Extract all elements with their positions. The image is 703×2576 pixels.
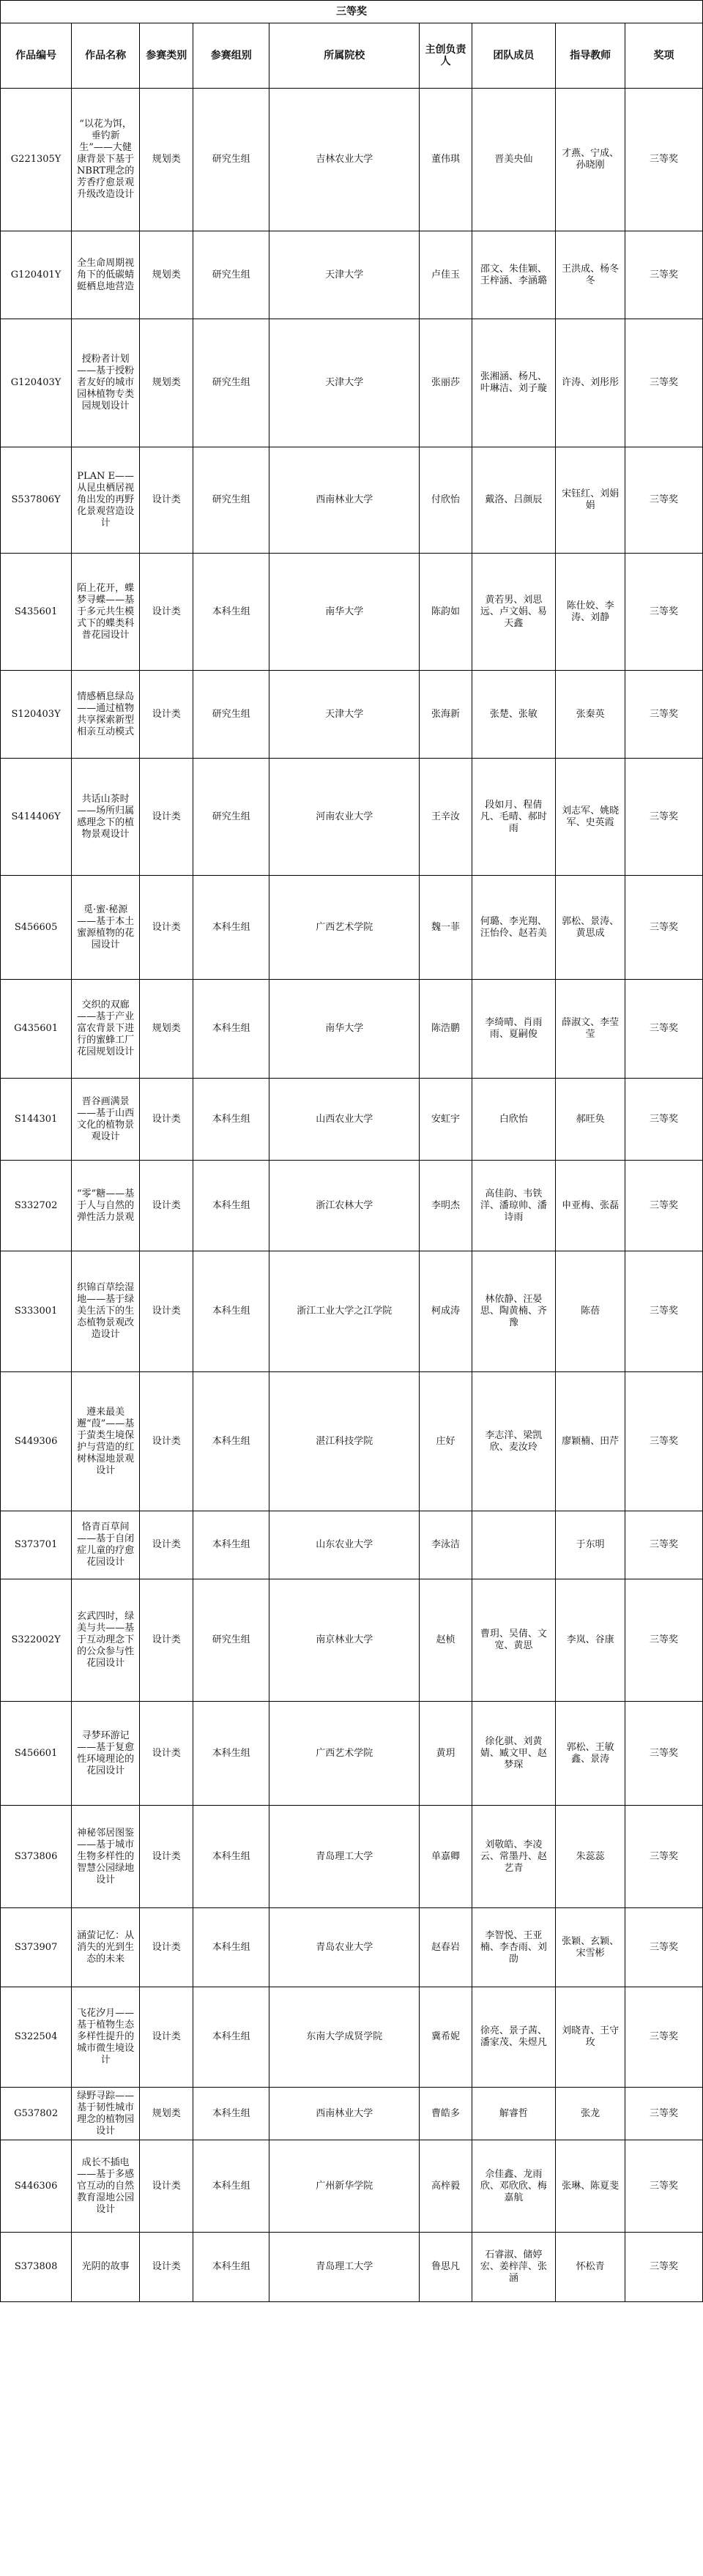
cell-teacher: 廖颖楠、田芹 — [556, 1372, 625, 1511]
cell-group: 本科生组 — [193, 2088, 269, 2140]
cell-work-name: 绿野寻踪——基于韧性城市理念的植物园设计 — [72, 2088, 140, 2140]
cell-teacher: 王洪成、杨冬冬 — [556, 231, 625, 319]
cell-teacher: 张龙 — [556, 2088, 625, 2140]
table-row — [1, 1579, 703, 1702]
cell-work-name: 飞花汐月——基于植物生态多样性提升的城市微生境设计 — [72, 1987, 140, 2088]
cell-award: 三等奖 — [625, 1079, 703, 1161]
cell-team: 张湘涵、杨凡、叶琳洁、刘子璇 — [472, 319, 555, 447]
cell-award: 三等奖 — [625, 759, 703, 876]
cell-group: 本科生组 — [193, 980, 269, 1079]
cell-work-name: PLAN E——从昆虫栖居视角出发的再野化景观营造设计 — [72, 447, 140, 554]
cell-group: 本科生组 — [193, 1372, 269, 1511]
cell-school: 广州新华学院 — [269, 2140, 420, 2233]
cell-school: 广西艺术学院 — [269, 1702, 420, 1806]
cell-teacher: 怀松青 — [556, 2233, 625, 2302]
cell-lead: 付欣怡 — [420, 447, 472, 554]
cell-lead: 冀希妮 — [420, 1987, 472, 2088]
cell-category: 设计类 — [140, 1511, 193, 1579]
cell-lead: 安虹宇 — [420, 1079, 472, 1161]
cell-teacher: 许涛、刘彤彤 — [556, 319, 625, 447]
cell-school: 天津大学 — [269, 671, 420, 759]
award-level-banner-row — [1, 1, 703, 23]
cell-work-name: 神秘邻居图鉴——基于城市生物多样性的智慧公园绿地设计 — [72, 1806, 140, 1908]
cell-group: 本科生组 — [193, 1806, 269, 1908]
cell-work-name: 全生命周期视角下的低碳蜻蜓栖息地营造 — [72, 231, 140, 319]
cell-lead: 陈浩鹏 — [420, 980, 472, 1079]
table-row — [1, 2088, 703, 2140]
cell-team: 邵文、朱佳颖、王梓涵、李涵璐 — [472, 231, 555, 319]
cell-school: 南华大学 — [269, 554, 420, 671]
cell-school: 浙江农林大学 — [269, 1161, 420, 1251]
cell-teacher: 陈仕姣、李涛、刘静 — [556, 554, 625, 671]
cell-work-name: “以花为饵，垂钓新生”——大健康背景下基于NBRT理念的芳香疗愈景观升级改造设计 — [72, 89, 140, 231]
cell-lead: 魏一菲 — [420, 876, 472, 980]
cell-category: 规划类 — [140, 89, 193, 231]
cell-lead: 庄好 — [420, 1372, 472, 1511]
cell-award: 三等奖 — [625, 2140, 703, 2233]
cell-team: 林依静、汪晏思、陶黄楠、齐豫 — [472, 1251, 555, 1372]
cell-teacher: 郭松、景涛、黄思成 — [556, 876, 625, 980]
cell-award: 三等奖 — [625, 1987, 703, 2088]
cell-lead: 张丽莎 — [420, 319, 472, 447]
table-row — [1, 447, 703, 554]
cell-work-name: 情感栖息绿岛——通过植物共享探索新型相亲互动模式 — [72, 671, 140, 759]
cell-team: 段如月、程倩凡、毛晴、郝时雨 — [472, 759, 555, 876]
cell-teacher: 朱蕊蕊 — [556, 1806, 625, 1908]
cell-category: 规划类 — [140, 319, 193, 447]
table-row — [1, 89, 703, 231]
cell-teacher: 申亚梅、张磊 — [556, 1161, 625, 1251]
header-group: 参赛组别 — [193, 23, 269, 89]
table-row — [1, 876, 703, 980]
cell-work-name: 授粉者计划——基于授粉者友好的城市园林植物专类园规划设计 — [72, 319, 140, 447]
cell-group: 本科生组 — [193, 2233, 269, 2302]
cell-team: 李绮晴、肖雨雨、夏嗣俊 — [472, 980, 555, 1079]
cell-award: 三等奖 — [625, 876, 703, 980]
table-row — [1, 671, 703, 759]
cell-teacher: 才燕、宁成、孙晓刚 — [556, 89, 625, 231]
cell-team: 黄若男、刘思远、卢文娟、易天鑫 — [472, 554, 555, 671]
cell-award: 三等奖 — [625, 1372, 703, 1511]
cell-group: 本科生组 — [193, 554, 269, 671]
cell-category: 设计类 — [140, 1079, 193, 1161]
table-row — [1, 231, 703, 319]
cell-category: 设计类 — [140, 1161, 193, 1251]
table-row — [1, 554, 703, 671]
cell-teacher: 郝旺奂 — [556, 1079, 625, 1161]
cell-award: 三等奖 — [625, 1579, 703, 1702]
table-row — [1, 1806, 703, 1908]
cell-lead: 曹皓多 — [420, 2088, 472, 2140]
cell-team: 徐化骐、刘黄婧、臧文甲、赵梦琛 — [472, 1702, 555, 1806]
table-row — [1, 319, 703, 447]
cell-group: 本科生组 — [193, 1702, 269, 1806]
cell-lead: 陈韵如 — [420, 554, 472, 671]
cell-group: 本科生组 — [193, 1908, 269, 1987]
cell-category: 设计类 — [140, 671, 193, 759]
cell-team: 解睿哲 — [472, 2088, 555, 2140]
cell-award: 三等奖 — [625, 2233, 703, 2302]
cell-teacher: 张琳、陈夏斐 — [556, 2140, 625, 2233]
cell-team: 何璐、李光翔、汪怡伶、赵若美 — [472, 876, 555, 980]
cell-work-id: S373808 — [1, 2233, 72, 2302]
cell-team — [472, 1511, 555, 1579]
cell-group: 本科生组 — [193, 2140, 269, 2233]
header-lead: 主创负责人 — [420, 23, 472, 89]
table-row — [1, 1987, 703, 2088]
table-row — [1, 980, 703, 1079]
table-row — [1, 759, 703, 876]
cell-group: 研究生组 — [193, 319, 269, 447]
cell-teacher: 薛淑文、李莹莹 — [556, 980, 625, 1079]
cell-award: 三等奖 — [625, 980, 703, 1079]
cell-group: 本科生组 — [193, 1511, 269, 1579]
cell-school: 西南林业大学 — [269, 447, 420, 554]
cell-work-name: 觅·蜜·秘源——基于本土蜜源植物的花园设计 — [72, 876, 140, 980]
cell-lead: 赵春岩 — [420, 1908, 472, 1987]
cell-school: 西南林业大学 — [269, 2088, 420, 2140]
cell-work-name: 光阴的故事 — [72, 2233, 140, 2302]
header-work-id: 作品编号 — [1, 23, 72, 89]
cell-category: 设计类 — [140, 1702, 193, 1806]
cell-work-id: G435601 — [1, 980, 72, 1079]
cell-work-id: S446306 — [1, 2140, 72, 2233]
cell-team: 戴洛、吕颜辰 — [472, 447, 555, 554]
cell-work-id: S456605 — [1, 876, 72, 980]
cell-lead: 王辛汝 — [420, 759, 472, 876]
cell-lead: 李明杰 — [420, 1161, 472, 1251]
cell-lead: 张海新 — [420, 671, 472, 759]
cell-lead: 董伟琪 — [420, 89, 472, 231]
cell-work-id: S449306 — [1, 1372, 72, 1511]
cell-category: 设计类 — [140, 1579, 193, 1702]
cell-group: 研究生组 — [193, 89, 269, 231]
table-row — [1, 1511, 703, 1579]
cell-group: 研究生组 — [193, 1579, 269, 1702]
cell-team: 李志洋、梁凯欣、麦汝玲 — [472, 1372, 555, 1511]
cell-school: 山东农业大学 — [269, 1511, 420, 1579]
cell-school: 广西艺术学院 — [269, 876, 420, 980]
cell-category: 设计类 — [140, 447, 193, 554]
cell-work-name: 交织的双廊——基于产业富农背景下进行的蜜蜂工厂花园规划设计 — [72, 980, 140, 1079]
cell-teacher: 张颖、玄颖、宋雪彬 — [556, 1908, 625, 1987]
cell-lead: 赵桢 — [420, 1579, 472, 1702]
cell-teacher: 刘晓青、王守玫 — [556, 1987, 625, 2088]
cell-teacher: 张秦英 — [556, 671, 625, 759]
cell-lead: 高梓毅 — [420, 2140, 472, 2233]
table-row — [1, 2233, 703, 2302]
cell-category: 设计类 — [140, 876, 193, 980]
cell-group: 研究生组 — [193, 759, 269, 876]
cell-award: 三等奖 — [625, 671, 703, 759]
cell-teacher: 郭松、王敏鑫、景涛 — [556, 1702, 625, 1806]
cell-work-id: S144301 — [1, 1079, 72, 1161]
cell-work-id: S332702 — [1, 1161, 72, 1251]
cell-team: 张楚、张敏 — [472, 671, 555, 759]
table-row — [1, 1161, 703, 1251]
cell-work-id: S373806 — [1, 1806, 72, 1908]
cell-school: 东南大学成贤学院 — [269, 1987, 420, 2088]
cell-work-id: S435601 — [1, 554, 72, 671]
cell-group: 研究生组 — [193, 447, 269, 554]
table-row — [1, 1702, 703, 1806]
cell-team: 石睿淑、储婷宏、姜梓萍、张涵 — [472, 2233, 555, 2302]
cell-lead: 卢佳玉 — [420, 231, 472, 319]
header-award: 奖项 — [625, 23, 703, 89]
header-school: 所属院校 — [269, 23, 420, 89]
cell-work-id: S414406Y — [1, 759, 72, 876]
cell-award: 三等奖 — [625, 2088, 703, 2140]
cell-team: 晋美央仙 — [472, 89, 555, 231]
cell-group: 本科生组 — [193, 876, 269, 980]
cell-group: 研究生组 — [193, 671, 269, 759]
cell-category: 设计类 — [140, 1908, 193, 1987]
cell-work-name: 遵来最美邂“葭”——基于萤类生境保护与营造的红树林湿地景观设计 — [72, 1372, 140, 1511]
header-team: 团队成员 — [472, 23, 555, 89]
cell-group: 本科生组 — [193, 1251, 269, 1372]
table-row — [1, 2140, 703, 2233]
cell-work-id: G120401Y — [1, 231, 72, 319]
header-row — [1, 23, 703, 89]
cell-category: 设计类 — [140, 2233, 193, 2302]
cell-lead: 李泳洁 — [420, 1511, 472, 1579]
cell-work-name: 共话山茶时——场所归属感理念下的植物景观设计 — [72, 759, 140, 876]
cell-award: 三等奖 — [625, 554, 703, 671]
cell-work-name: 成长不插电——基于多感官互动的自然教育湿地公园设计 — [72, 2140, 140, 2233]
cell-work-id: S120403Y — [1, 671, 72, 759]
cell-work-id: S322002Y — [1, 1579, 72, 1702]
cell-school: 浙江工业大学之江学院 — [269, 1251, 420, 1372]
cell-school: 天津大学 — [269, 231, 420, 319]
cell-lead: 黄玥 — [420, 1702, 472, 1806]
cell-award: 三等奖 — [625, 319, 703, 447]
cell-category: 设计类 — [140, 1987, 193, 2088]
cell-award: 三等奖 — [625, 1806, 703, 1908]
cell-work-id: S373701 — [1, 1511, 72, 1579]
cell-award: 三等奖 — [625, 231, 703, 319]
cell-category: 设计类 — [140, 1372, 193, 1511]
cell-category: 设计类 — [140, 1251, 193, 1372]
cell-category: 规划类 — [140, 2088, 193, 2140]
cell-work-id: G537802 — [1, 2088, 72, 2140]
cell-school: 南京林业大学 — [269, 1579, 420, 1702]
table-row — [1, 1372, 703, 1511]
cell-team: 李智悦、王亚楠、李杏雨、刘劭 — [472, 1908, 555, 1987]
cell-work-id: S456601 — [1, 1702, 72, 1806]
cell-school: 青岛理工大学 — [269, 1806, 420, 1908]
cell-school: 青岛理工大学 — [269, 2233, 420, 2302]
cell-category: 规划类 — [140, 231, 193, 319]
cell-lead: 单嘉卿 — [420, 1806, 472, 1908]
cell-teacher: 于东明 — [556, 1511, 625, 1579]
cell-work-id: S373907 — [1, 1908, 72, 1987]
header-teacher: 指导教师 — [556, 23, 625, 89]
cell-work-id: S333001 — [1, 1251, 72, 1372]
cell-team: 白欣怡 — [472, 1079, 555, 1161]
cell-work-name: 寻梦环游记——基于复愈性环境理论的花园设计 — [72, 1702, 140, 1806]
cell-group: 本科生组 — [193, 1079, 269, 1161]
cell-category: 设计类 — [140, 554, 193, 671]
cell-team: 曹玥、吴倩、文宽、黄思 — [472, 1579, 555, 1702]
cell-category: 规划类 — [140, 980, 193, 1079]
cell-award: 三等奖 — [625, 1908, 703, 1987]
award-level-title: 三等奖 — [1, 1, 703, 23]
cell-work-name: 涵萤记忆：从消失的光到生态的未来 — [72, 1908, 140, 1987]
cell-school: 山西农业大学 — [269, 1079, 420, 1161]
cell-teacher: 宋钰红、刘娟娟 — [556, 447, 625, 554]
cell-award: 三等奖 — [625, 1251, 703, 1372]
cell-category: 设计类 — [140, 759, 193, 876]
cell-work-name: 织锦百草绘湿地——基于绿美生活下的生态植物景观改造设计 — [72, 1251, 140, 1372]
cell-school: 天津大学 — [269, 319, 420, 447]
cell-school: 河南农业大学 — [269, 759, 420, 876]
cell-award: 三等奖 — [625, 1702, 703, 1806]
cell-award: 三等奖 — [625, 1161, 703, 1251]
cell-lead: 柯成涛 — [420, 1251, 472, 1372]
cell-lead: 鲁思凡 — [420, 2233, 472, 2302]
cell-teacher: 陈蓓 — [556, 1251, 625, 1372]
cell-team: 佘佳鑫、龙雨欣、邓欣欣、梅嘉航 — [472, 2140, 555, 2233]
cell-group: 本科生组 — [193, 1987, 269, 2088]
cell-category: 设计类 — [140, 2140, 193, 2233]
cell-award: 三等奖 — [625, 447, 703, 554]
cell-school: 吉林农业大学 — [269, 89, 420, 231]
cell-work-id: S537806Y — [1, 447, 72, 554]
cell-work-name: 陌上花开，蝶梦寻蝶——基于多元共生模式下的蝶类科普花园设计 — [72, 554, 140, 671]
cell-teacher: 李岚、谷康 — [556, 1579, 625, 1702]
cell-work-name: 玄武四时，绿美与共——基于互动理念下的公众参与性花园设计 — [72, 1579, 140, 1702]
cell-school: 青岛农业大学 — [269, 1908, 420, 1987]
cell-school: 湛江科技学院 — [269, 1372, 420, 1511]
cell-work-id: S322504 — [1, 1987, 72, 2088]
cell-work-name: “零”糖——基于人与自然的弹性活力景观 — [72, 1161, 140, 1251]
cell-group: 本科生组 — [193, 1161, 269, 1251]
cell-school: 南华大学 — [269, 980, 420, 1079]
table-row — [1, 1251, 703, 1372]
cell-award: 三等奖 — [625, 1511, 703, 1579]
cell-team: 刘敬皓、李凌云、常墨丹、赵艺青 — [472, 1806, 555, 1908]
cell-category: 设计类 — [140, 1806, 193, 1908]
cell-team: 高佳韵、韦铁洋、潘琼帅、潘诗雨 — [472, 1161, 555, 1251]
cell-group: 研究生组 — [193, 231, 269, 319]
cell-team: 徐亮、景子茜、潘家茂、朱煜凡 — [472, 1987, 555, 2088]
table-row — [1, 1908, 703, 1987]
cell-work-id: G120403Y — [1, 319, 72, 447]
header-category: 参赛类别 — [140, 23, 193, 89]
cell-award: 三等奖 — [625, 89, 703, 231]
cell-teacher: 刘志军、姚晓军、史英霞 — [556, 759, 625, 876]
cell-work-name: 恪青百草间——基于自闭症儿童的疗愈花园设计 — [72, 1511, 140, 1579]
table-row — [1, 1079, 703, 1161]
cell-work-name: 晋谷画满景——基于山西文化的植物景观设计 — [72, 1079, 140, 1161]
cell-work-id: G221305Y — [1, 89, 72, 231]
header-work-name: 作品名称 — [72, 23, 140, 89]
